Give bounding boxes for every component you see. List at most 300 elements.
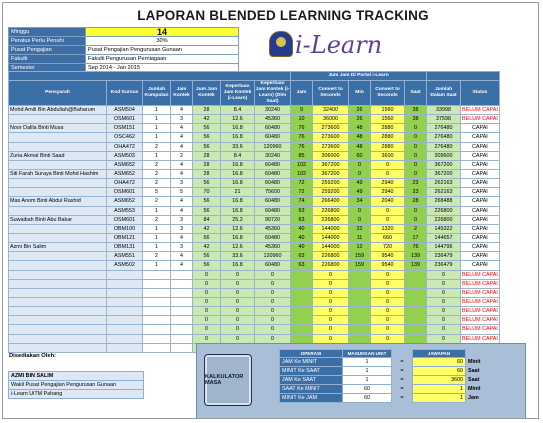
portal-seconds-cell: 28 bbox=[405, 197, 427, 206]
contact-hours-cell: 4 bbox=[171, 133, 193, 142]
required-hours-cell: 16.8 bbox=[221, 179, 255, 188]
portal-minutes-cell: 12 bbox=[349, 243, 371, 252]
required-hours-cell: 16.8 bbox=[221, 160, 255, 169]
portal-minutes-cell: 48 bbox=[349, 124, 371, 133]
course-code-cell: ASM652 bbox=[107, 169, 143, 178]
required-seconds-cell: 90720 bbox=[255, 215, 291, 224]
course-code-cell: OSC462 bbox=[107, 133, 143, 142]
lecturer-name-cell: Zuria Akmal Binti Saad bbox=[9, 151, 107, 160]
table-row[interactable] bbox=[9, 151, 500, 160]
report-frame bbox=[2, 2, 539, 419]
lecturer-name-cell bbox=[9, 279, 107, 288]
contact-hours-cell: 3 bbox=[171, 215, 193, 224]
portal-seconds-cell: 23 bbox=[405, 179, 427, 188]
group-count-cell: 2 bbox=[143, 179, 171, 188]
required-hours-cell: 12.6 bbox=[221, 243, 255, 252]
contact-hours-cell: 4 bbox=[171, 261, 193, 270]
table-row[interactable] bbox=[9, 297, 500, 306]
semester-label: Semester bbox=[9, 64, 86, 73]
unit-input[interactable]: 60 bbox=[343, 385, 392, 394]
status-cell: BELUM CAPAI bbox=[462, 308, 498, 315]
required-seconds-cell: 60480 bbox=[255, 169, 291, 178]
contact-hours-cell: 4 bbox=[171, 197, 193, 206]
portal-seconds-cell bbox=[405, 270, 427, 279]
table-row[interactable] bbox=[9, 115, 500, 124]
total-seconds-cell: 145322 bbox=[427, 224, 461, 233]
contact-hours-cell bbox=[171, 270, 193, 279]
required-hours-cell: 21 bbox=[221, 188, 255, 197]
required-hours-cell: 12.6 bbox=[221, 115, 255, 124]
minutes-seconds-cell: 0 bbox=[371, 160, 405, 169]
lecturer-name-cell bbox=[9, 334, 107, 343]
column-header: Pensyarah bbox=[9, 81, 107, 106]
hours-seconds-cell: 32400 bbox=[313, 106, 349, 115]
column-header: Convert to Seconds bbox=[371, 81, 405, 106]
contact-hours-cell: 3 bbox=[171, 224, 193, 233]
hours-seconds-cell: 259200 bbox=[313, 188, 349, 197]
column-header: Jumlah Kumpulan bbox=[143, 81, 171, 106]
table-row[interactable] bbox=[9, 142, 500, 151]
column-header: Keperluan Jam Kontek (i-Learn) bbox=[221, 81, 255, 106]
contact-hours-cell: 3 bbox=[171, 179, 193, 188]
table-row[interactable] bbox=[9, 169, 500, 178]
contact-hours-cell: 4 bbox=[171, 233, 193, 242]
portal-seconds-cell: 38 bbox=[405, 106, 427, 115]
portal-hours-cell: 72 bbox=[291, 188, 313, 197]
portal-minutes-cell bbox=[349, 334, 371, 343]
required-hours-cell: 16.8 bbox=[221, 169, 255, 178]
total-seconds-cell: 0 bbox=[427, 297, 461, 306]
result-value: 3600 bbox=[413, 376, 466, 385]
course-code-cell: ASM502 bbox=[107, 261, 143, 270]
lecturer-name-cell bbox=[9, 316, 107, 325]
table-row[interactable] bbox=[9, 243, 500, 252]
required-seconds-cell: 60480 bbox=[255, 160, 291, 169]
course-code-cell bbox=[107, 343, 143, 352]
header-spacer bbox=[9, 72, 291, 81]
total-contact-hours-cell: 0 bbox=[193, 334, 221, 343]
portal-hours-cell: 40 bbox=[291, 243, 313, 252]
hours-seconds-cell: 273600 bbox=[313, 133, 349, 142]
group-count-cell: 2 bbox=[143, 142, 171, 151]
total-seconds-cell: 0 bbox=[427, 307, 461, 316]
hours-seconds-cell: 273600 bbox=[313, 124, 349, 133]
total-contact-hours-cell: 0 bbox=[193, 288, 221, 297]
hours-seconds-cell: 144000 bbox=[313, 233, 349, 242]
minutes-seconds-cell: 2040 bbox=[371, 197, 405, 206]
contact-hours-cell: 4 bbox=[171, 106, 193, 115]
group-count-cell: 1 bbox=[143, 233, 171, 242]
calc-header-jawapan: JAWAPAN bbox=[413, 350, 466, 358]
equals-sign: = bbox=[400, 395, 404, 401]
unit-input[interactable]: 1 bbox=[343, 358, 392, 367]
table-row[interactable] bbox=[9, 288, 500, 297]
required-seconds-cell: 60480 bbox=[255, 261, 291, 270]
signer-position: Wakil Pusat Pengajian Pengurusan Gunaan bbox=[9, 381, 144, 390]
portal-minutes-cell: 22 bbox=[349, 224, 371, 233]
portal-minutes-cell: 60 bbox=[349, 151, 371, 160]
portal-seconds-cell bbox=[405, 297, 427, 306]
group-count-cell bbox=[143, 270, 171, 279]
table-row[interactable] bbox=[9, 179, 500, 188]
minutes-seconds-cell: 1560 bbox=[371, 106, 405, 115]
total-seconds-cell: 144796 bbox=[427, 243, 461, 252]
required-seconds-cell: 0 bbox=[255, 325, 291, 334]
portal-minutes-cell: 26 bbox=[349, 115, 371, 124]
total-contact-hours-cell: 28 bbox=[193, 151, 221, 160]
portal-minutes-cell: 34 bbox=[349, 197, 371, 206]
portal-hours-cell: 102 bbox=[291, 169, 313, 178]
page-title: LAPORAN BLENDED LEARNING TRACKING bbox=[137, 8, 429, 23]
peratus-value[interactable]: 30% bbox=[86, 37, 239, 46]
group-count-cell bbox=[143, 325, 171, 334]
portal-seconds-cell: 17 bbox=[405, 233, 427, 242]
status-cell: CAPAI bbox=[461, 124, 500, 133]
portal-hours-cell bbox=[291, 270, 313, 279]
portal-hours-cell: 74 bbox=[291, 197, 313, 206]
group-count-cell: 1 bbox=[143, 124, 171, 133]
course-code-cell bbox=[107, 307, 143, 316]
group-count-cell: 1 bbox=[143, 151, 171, 160]
status-cell: BELUM CAPAI bbox=[462, 271, 498, 278]
minutes-seconds-cell: 660 bbox=[371, 233, 405, 242]
hours-seconds-cell: 0 bbox=[313, 316, 349, 325]
portal-seconds-cell bbox=[405, 288, 427, 297]
course-code-cell bbox=[107, 334, 143, 343]
portal-seconds-cell: 0 bbox=[405, 169, 427, 178]
portal-hours-cell: 102 bbox=[291, 160, 313, 169]
course-code-cell: OHA472 bbox=[107, 142, 143, 151]
required-hours-cell: 8.4 bbox=[221, 151, 255, 160]
course-code-cell: ASM503 bbox=[107, 151, 143, 160]
calc-header-operasi: OPERASI bbox=[280, 350, 343, 358]
table-row[interactable] bbox=[9, 233, 500, 242]
status-cell: BELUM CAPAI bbox=[462, 280, 498, 287]
fakulti-value[interactable]: Fakulti Pengurusan Perniagaan bbox=[86, 55, 239, 64]
required-hours-cell: 16.8 bbox=[221, 261, 255, 270]
table-row[interactable] bbox=[9, 307, 500, 316]
minutes-seconds-cell: 0 bbox=[371, 206, 405, 215]
minutes-seconds-cell: 9540 bbox=[371, 252, 405, 261]
calculator-row bbox=[280, 385, 499, 394]
minutes-seconds-cell: 0 bbox=[371, 307, 405, 316]
table-row[interactable] bbox=[9, 133, 500, 142]
hours-seconds-cell: 0 bbox=[313, 270, 349, 279]
total-contact-hours-cell: 56 bbox=[193, 124, 221, 133]
required-hours-cell: 0 bbox=[221, 279, 255, 288]
portal-seconds-cell: 139 bbox=[405, 261, 427, 270]
table-row[interactable] bbox=[9, 316, 500, 325]
required-seconds-cell: 30240 bbox=[255, 106, 291, 115]
portal-minutes-cell: 49 bbox=[349, 188, 371, 197]
required-seconds-cell: 60480 bbox=[255, 233, 291, 242]
hours-seconds-cell: 144000 bbox=[313, 224, 349, 233]
hours-seconds-cell: 226800 bbox=[313, 206, 349, 215]
portal-hours-cell bbox=[291, 307, 313, 316]
contact-hours-cell bbox=[171, 297, 193, 306]
course-code-cell bbox=[107, 279, 143, 288]
table-row[interactable] bbox=[9, 224, 500, 233]
contact-hours-cell: 4 bbox=[171, 206, 193, 215]
total-contact-hours-cell: 56 bbox=[193, 233, 221, 242]
group-count-cell: 1 bbox=[143, 115, 171, 124]
contact-hours-cell: 3 bbox=[171, 115, 193, 124]
required-hours-cell: 0 bbox=[221, 334, 255, 343]
total-seconds-cell: 33998 bbox=[427, 106, 461, 115]
minutes-seconds-cell: 0 bbox=[371, 215, 405, 224]
unit-input[interactable]: 60 bbox=[343, 394, 392, 403]
calculator-row bbox=[280, 394, 499, 403]
total-seconds-cell: 0 bbox=[427, 270, 461, 279]
status-cell: BELUM CAPAI bbox=[462, 107, 498, 114]
minutes-seconds-cell: 0 bbox=[371, 169, 405, 178]
minutes-seconds-cell: 0 bbox=[371, 325, 405, 334]
info-panel bbox=[8, 27, 239, 73]
required-seconds-cell: 120960 bbox=[255, 142, 291, 151]
portal-minutes-cell: 159 bbox=[349, 252, 371, 261]
table-row[interactable] bbox=[9, 334, 500, 343]
minutes-seconds-cell: 9540 bbox=[371, 261, 405, 270]
table-row[interactable] bbox=[9, 124, 500, 133]
course-code-cell: ASM553 bbox=[107, 206, 143, 215]
time-calculator-panel bbox=[196, 343, 526, 419]
equals-sign: = bbox=[400, 386, 404, 392]
table-row[interactable] bbox=[9, 261, 500, 270]
hours-seconds-cell: 0 bbox=[313, 297, 349, 306]
portal-hours-cell: 63 bbox=[291, 261, 313, 270]
portal-seconds-cell: 0 bbox=[405, 142, 427, 151]
required-hours-cell: 12.6 bbox=[221, 224, 255, 233]
calculator-table bbox=[279, 349, 499, 403]
result-value: 1 bbox=[413, 394, 466, 403]
group-count-cell: 2 bbox=[143, 215, 171, 224]
portal-seconds-cell: 0 bbox=[405, 133, 427, 142]
portal-minutes-cell: 49 bbox=[349, 179, 371, 188]
portal-seconds-cell bbox=[405, 307, 427, 316]
total-seconds-cell: 236479 bbox=[427, 252, 461, 261]
total-contact-hours-cell: 56 bbox=[193, 133, 221, 142]
hours-seconds-cell: 266400 bbox=[313, 197, 349, 206]
group-count-cell: 2 bbox=[143, 197, 171, 206]
total-seconds-cell: 0 bbox=[427, 316, 461, 325]
course-code-cell: OSM601 bbox=[107, 215, 143, 224]
result-value: 60 bbox=[413, 358, 466, 367]
lecturer-name-cell bbox=[9, 252, 107, 261]
contact-hours-cell bbox=[171, 334, 193, 343]
status-cell: CAPAI bbox=[461, 261, 500, 270]
total-contact-hours-cell: 42 bbox=[193, 224, 221, 233]
minutes-seconds-cell: 0 bbox=[371, 316, 405, 325]
ilearn-logo bbox=[265, 29, 385, 69]
minggu-value[interactable]: 14 bbox=[86, 28, 239, 37]
portal-minutes-cell: 48 bbox=[349, 142, 371, 151]
signer-name: AZMI BIN SALIM bbox=[9, 372, 144, 381]
portal-seconds-cell bbox=[405, 316, 427, 325]
contact-hours-cell bbox=[171, 288, 193, 297]
lecturer-name-cell bbox=[9, 307, 107, 316]
total-seconds-cell: 276480 bbox=[427, 133, 461, 142]
lecturer-name-cell bbox=[9, 288, 107, 297]
contact-hours-cell: 4 bbox=[171, 124, 193, 133]
group-count-cell bbox=[143, 343, 171, 352]
required-hours-cell: 16.8 bbox=[221, 233, 255, 242]
portal-hours-cell: 63 bbox=[291, 252, 313, 261]
lecturer-name-cell: Suwaibah Binti Abu Bakar bbox=[9, 215, 107, 224]
table-row[interactable] bbox=[9, 279, 500, 288]
time-calculator-button[interactable]: KALKULATOR MASA bbox=[204, 354, 252, 406]
group-count-cell bbox=[143, 279, 171, 288]
required-seconds-cell: 60480 bbox=[255, 206, 291, 215]
course-code-cell: ASM652 bbox=[107, 197, 143, 206]
lecturer-name-cell bbox=[9, 188, 107, 197]
total-contact-hours-cell: 0 bbox=[193, 325, 221, 334]
header-spacer-right bbox=[427, 72, 500, 81]
table-row[interactable] bbox=[9, 188, 500, 197]
total-contact-hours-cell: 28 bbox=[193, 160, 221, 169]
table-row[interactable] bbox=[9, 197, 500, 206]
minutes-seconds-cell: 2880 bbox=[371, 142, 405, 151]
portal-hours-cell bbox=[291, 297, 313, 306]
contact-hours-cell: 4 bbox=[171, 142, 193, 151]
group-count-cell: 1 bbox=[143, 243, 171, 252]
lecturer-name-cell bbox=[9, 261, 107, 270]
required-hours-cell: 16.8 bbox=[221, 197, 255, 206]
status-cell: CAPAI bbox=[461, 224, 500, 233]
lecturer-name-cell: Mohd Amili Bin Abdullah@Baharum bbox=[9, 106, 107, 115]
total-contact-hours-cell: 56 bbox=[193, 261, 221, 270]
portal-minutes-cell: 159 bbox=[349, 261, 371, 270]
portal-hours-cell bbox=[291, 316, 313, 325]
equals-sign: = bbox=[400, 368, 404, 374]
minutes-seconds-cell: 0 bbox=[371, 334, 405, 343]
contact-hours-cell bbox=[171, 343, 193, 352]
portal-hours-cell: 76 bbox=[291, 142, 313, 151]
course-code-cell bbox=[107, 297, 143, 306]
hours-seconds-cell: 36000 bbox=[313, 115, 349, 124]
course-code-cell: ASM551 bbox=[107, 252, 143, 261]
total-contact-hours-cell: 0 bbox=[193, 316, 221, 325]
total-contact-hours-cell: 42 bbox=[193, 243, 221, 252]
status-cell: CAPAI bbox=[461, 169, 500, 178]
column-header: Convert to Seconds bbox=[313, 81, 349, 106]
peratus-label: Peratus Perlu Penuhi bbox=[9, 37, 86, 46]
table-row[interactable] bbox=[9, 206, 500, 215]
required-hours-cell: 16.8 bbox=[221, 206, 255, 215]
required-seconds-cell: 120960 bbox=[255, 252, 291, 261]
table-row[interactable] bbox=[9, 215, 500, 224]
signer-unit: i-Learn UiTM Pahang bbox=[9, 390, 144, 399]
portal-hours-cell: 63 bbox=[291, 206, 313, 215]
semester-value[interactable]: Sep 2014 - Jan 2015 bbox=[86, 64, 239, 73]
status-cell: CAPAI bbox=[461, 206, 500, 215]
table-row[interactable] bbox=[9, 160, 500, 169]
calc-header-spacer bbox=[392, 350, 413, 358]
uitm-crest-icon bbox=[269, 31, 293, 57]
hours-seconds-cell: 0 bbox=[313, 307, 349, 316]
hours-seconds-cell: 259200 bbox=[313, 179, 349, 188]
column-header: Min bbox=[349, 81, 371, 106]
total-contact-hours-cell: 0 bbox=[193, 279, 221, 288]
result-unit: Jam bbox=[468, 395, 479, 401]
group-count-cell bbox=[143, 307, 171, 316]
portal-seconds-cell: 0 bbox=[405, 160, 427, 169]
portal-minutes-cell: 0 bbox=[349, 215, 371, 224]
column-header: Status bbox=[461, 81, 500, 106]
contact-hours-cell bbox=[171, 316, 193, 325]
status-cell: CAPAI bbox=[461, 151, 500, 160]
course-code-cell: OSM601 bbox=[107, 188, 143, 197]
portal-minutes-cell bbox=[349, 316, 371, 325]
group-count-cell: 2 bbox=[143, 169, 171, 178]
lecturer-name-cell: Azmi Bin Salim bbox=[9, 243, 107, 252]
minutes-seconds-cell: 1320 bbox=[371, 224, 405, 233]
required-seconds-cell: 0 bbox=[255, 307, 291, 316]
minutes-seconds-cell: 0 bbox=[371, 297, 405, 306]
portal-minutes-cell bbox=[349, 307, 371, 316]
status-cell: CAPAI bbox=[461, 142, 500, 151]
portal-seconds-cell: 2 bbox=[405, 224, 427, 233]
portal-minutes-cell: 26 bbox=[349, 106, 371, 115]
column-header: Jam Kontek bbox=[171, 81, 193, 106]
portal-minutes-cell bbox=[349, 279, 371, 288]
course-code-cell: OBM131 bbox=[107, 243, 143, 252]
contact-hours-cell bbox=[171, 279, 193, 288]
portal-hours-cell: 63 bbox=[291, 215, 313, 224]
hours-seconds-cell: 306000 bbox=[313, 151, 349, 160]
total-contact-hours-cell: 56 bbox=[193, 142, 221, 151]
unit-input[interactable]: 1 bbox=[343, 376, 392, 385]
portal-hours-cell: 40 bbox=[291, 233, 313, 242]
signature-block bbox=[8, 371, 144, 399]
lecturer-name-cell bbox=[9, 343, 107, 352]
table-row[interactable] bbox=[9, 252, 500, 261]
pusat-value[interactable]: Pusat Pengajian Pengurusan Gunaan bbox=[86, 46, 239, 55]
lecturer-name-cell: Mas Anom Binti Abdul Rashid bbox=[9, 197, 107, 206]
calculator-row bbox=[280, 358, 499, 367]
minutes-seconds-cell: 0 bbox=[371, 288, 405, 297]
required-seconds-cell: 30240 bbox=[255, 151, 291, 160]
required-seconds-cell: 45360 bbox=[255, 243, 291, 252]
contact-hours-cell bbox=[171, 325, 193, 334]
total-seconds-cell: 0 bbox=[427, 325, 461, 334]
status-cell: CAPAI bbox=[461, 197, 500, 206]
table-row[interactable] bbox=[9, 325, 500, 334]
table-row[interactable] bbox=[9, 106, 500, 115]
portal-seconds-cell: 0 bbox=[405, 215, 427, 224]
lecturer-name-cell bbox=[9, 160, 107, 169]
table-row[interactable] bbox=[9, 270, 500, 279]
hours-seconds-cell: 367200 bbox=[313, 160, 349, 169]
required-hours-cell: 33.6 bbox=[221, 142, 255, 151]
group-count-cell bbox=[143, 316, 171, 325]
portal-seconds-cell: 0 bbox=[405, 151, 427, 160]
total-seconds-cell: 367200 bbox=[427, 160, 461, 169]
required-seconds-cell: 60480 bbox=[255, 197, 291, 206]
group-count-cell: 1 bbox=[143, 206, 171, 215]
portal-minutes-cell bbox=[349, 288, 371, 297]
status-cell: CAPAI bbox=[461, 179, 500, 188]
portal-minutes-cell: 48 bbox=[349, 133, 371, 142]
group-count-cell: 2 bbox=[143, 252, 171, 261]
group-header: Jum Jam Di Portal i-Learn bbox=[291, 72, 427, 81]
unit-input[interactable]: 1 bbox=[343, 367, 392, 376]
portal-hours-cell: 72 bbox=[291, 179, 313, 188]
lecturer-name-cell: Siti Farah Suraya Binti Mohd Hashim bbox=[9, 169, 107, 178]
course-code-cell: ASM652 bbox=[107, 160, 143, 169]
total-seconds-cell: 367200 bbox=[427, 169, 461, 178]
total-seconds-cell: 0 bbox=[427, 279, 461, 288]
required-hours-cell: 33.6 bbox=[221, 252, 255, 261]
